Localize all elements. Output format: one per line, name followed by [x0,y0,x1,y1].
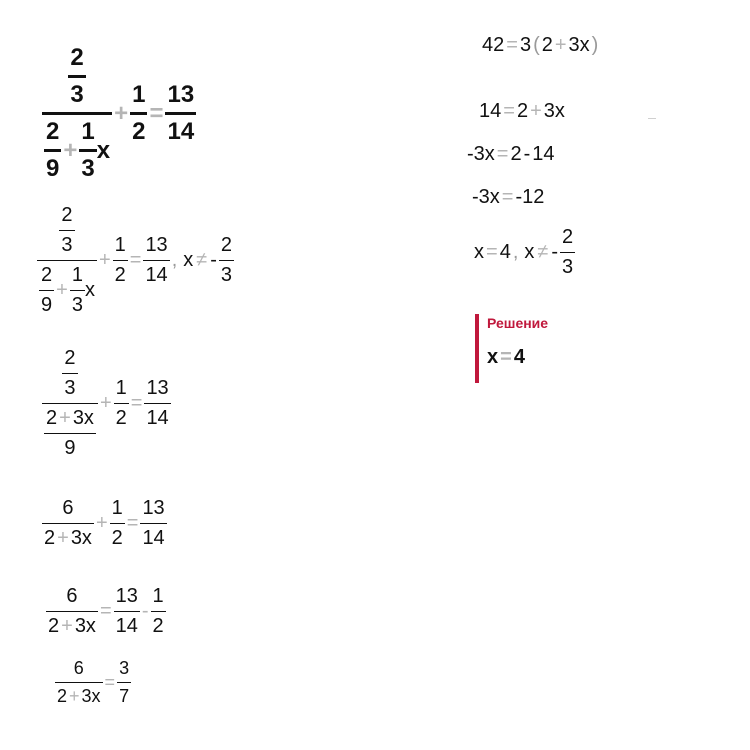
denominator: 7 [119,686,130,706]
step-compute [472,186,544,209]
plus-sign: + [59,407,71,429]
complex-fraction [42,44,112,183]
denominator: 14 [115,615,138,637]
equals-sign: = [486,241,498,263]
fraction-bar [44,149,61,152]
fraction-bar [110,523,125,524]
fraction [219,234,234,287]
fraction [68,44,85,109]
term: 2 [46,407,58,429]
fraction-bar [151,611,166,612]
solution-number: 4 [513,346,525,368]
numerator: 2 [70,44,84,71]
numerator: 2 [46,118,60,145]
equals-sign: = [104,672,116,692]
left-paren: ( [533,34,540,56]
fraction [59,204,74,257]
equals-sign: = [99,600,112,622]
term: 3x [72,407,94,429]
denominator: 3 [61,234,73,256]
fraction-bar [44,433,96,434]
numerator: 1 [132,81,146,108]
plus-sign: + [69,686,80,706]
numerator: 3 [119,658,130,678]
variable-x: x [183,249,194,271]
fraction-bar [62,373,77,374]
fraction [79,118,96,183]
fraction-bar [113,260,128,261]
term: 2 [57,686,68,706]
numerator: 1 [81,118,95,145]
numerator: 2 [61,204,73,226]
denominator: 14 [167,118,195,145]
comma: , [171,249,178,271]
fraction-bar [55,682,103,683]
fraction [62,347,77,400]
term: 3 [519,34,532,56]
equals-sign: = [506,34,518,56]
equation-simplified [42,497,167,550]
numerator: 2 [41,264,53,286]
solution-label: Решение [487,315,549,331]
variable-x: x [84,279,95,301]
numerator: 6 [73,658,84,678]
fraction-bar [140,523,166,524]
term: 4 [499,241,511,263]
equation-reduced [55,658,131,707]
plus-sign: + [99,392,112,414]
denominator: 2 [115,407,127,429]
numerator: 6 [66,585,78,607]
denominator: 9 [64,437,76,459]
denominator: 9 [46,155,60,182]
step-cross-multiply [482,34,600,57]
numerator: 1 [114,234,126,256]
fraction [143,234,169,287]
fraction [46,585,98,638]
term: 42 [482,34,505,56]
plus-sign: + [114,99,129,127]
equals-sign: = [496,143,509,165]
denominator: 2 [111,527,123,549]
fraction-bar [144,403,170,404]
comma: , [512,241,519,263]
fraction [70,264,85,317]
numerator: 6 [62,497,74,519]
complex-fraction [37,204,97,317]
numerator: 13 [115,585,138,607]
term: 2 [510,143,522,165]
term: -12 [515,186,545,208]
fraction-bar [114,403,129,404]
fraction-bar [46,611,98,612]
fraction-bar [59,230,74,231]
term: 3x [70,527,92,549]
denominator: 9 [41,294,53,316]
term: 3x [543,100,565,122]
equals-sign: = [129,249,142,271]
fraction [55,658,103,707]
equals-sign: = [503,100,515,122]
numerator: 13 [146,377,169,399]
term: 2 [44,527,56,549]
denominator: 14 [146,407,169,429]
term: 14 [479,100,502,122]
equals-sign: = [126,512,139,534]
numerator: 1 [152,585,164,607]
solution-accent-bar [475,314,479,383]
not-equal-sign: ≠ [537,241,549,263]
fraction [117,658,131,707]
numerator: 13 [167,81,195,108]
numerator: 2 [64,347,76,369]
right-paren: ) [591,34,599,56]
minus-sign: - [210,249,217,271]
denominator: 14 [142,527,165,549]
fraction [114,377,129,430]
minus-sign: - [551,241,559,263]
step-divide [479,100,565,123]
numerator: 13 [145,234,168,256]
plus-sign: + [554,34,567,56]
equals-sign: = [501,186,514,208]
fraction-bar [130,112,147,115]
plus-sign: + [63,136,78,164]
term: 3x [568,34,590,56]
plus-sign: + [61,615,73,637]
numerator: 1 [115,377,127,399]
equation-original [42,44,196,183]
plus-sign: + [530,100,542,122]
fraction [110,497,125,550]
equals-sign: = [500,346,512,368]
denominator: 14 [145,264,168,286]
step-result-with-domain [474,226,575,279]
fraction [42,497,94,550]
term: 3x [74,615,96,637]
fraction [130,81,147,146]
term: 2 [516,100,529,122]
not-equal-sign: ≠ [196,249,208,271]
fraction [44,118,61,183]
minus-sign: - [523,143,531,165]
denominator: 3 [81,155,95,182]
step-move-terms [467,143,555,166]
fraction-bar [79,149,96,152]
fraction [144,377,170,430]
plus-sign: + [95,512,108,534]
plus-sign: + [56,279,68,301]
fraction-bar [42,523,94,524]
fraction-bar [560,252,575,253]
plus-sign: + [98,249,111,271]
fraction [560,226,575,279]
denominator: 3 [64,377,76,399]
denominator: 3 [562,256,574,278]
denominator: 3 [70,81,84,108]
numerator: 13 [142,497,165,519]
fraction-bar [37,260,97,261]
numerator: 1 [71,264,83,286]
fraction-bar [165,112,196,115]
numerator: 1 [111,497,123,519]
fraction [44,407,96,460]
term: -3x [467,143,495,165]
fraction-bar [68,75,85,78]
fraction [165,81,196,146]
denominator: 2 [152,615,164,637]
fraction-bar [117,682,131,683]
variable-x: x [474,241,484,263]
minus-sign: - [141,600,149,622]
fraction-bar [42,403,98,404]
variable-x: x [487,346,499,368]
term: 2 [541,34,553,56]
decorative-dash [648,118,656,119]
fraction-bar [219,260,234,261]
term: 3x [81,686,101,706]
equals-sign: = [149,99,164,127]
denominator: 2 [132,118,146,145]
fraction [39,264,54,317]
fraction-bar [143,260,169,261]
fraction [140,497,166,550]
equation-with-domain [37,204,234,317]
equation-combined-denominator [42,347,171,460]
denominator: 3 [71,294,83,316]
variable-x: x [524,241,535,263]
denominator: 2 [114,264,126,286]
fraction [151,585,166,638]
equals-sign: = [130,392,143,414]
numerator: 2 [562,226,574,248]
fraction-bar [39,290,54,291]
term: 2 [48,615,60,637]
term: -3x [472,186,500,208]
complex-fraction [42,347,98,460]
fraction [113,234,128,287]
fraction-bar [70,290,85,291]
solution-value [487,346,525,369]
fraction-bar [42,112,112,115]
denominator: 3 [220,264,233,286]
numerator: 2 [220,234,233,256]
fraction [114,585,140,638]
plus-sign: + [57,527,69,549]
term: 14 [532,143,555,165]
fraction-bar [114,611,140,612]
variable-x: x [96,136,111,164]
equation-isolated [46,585,166,638]
